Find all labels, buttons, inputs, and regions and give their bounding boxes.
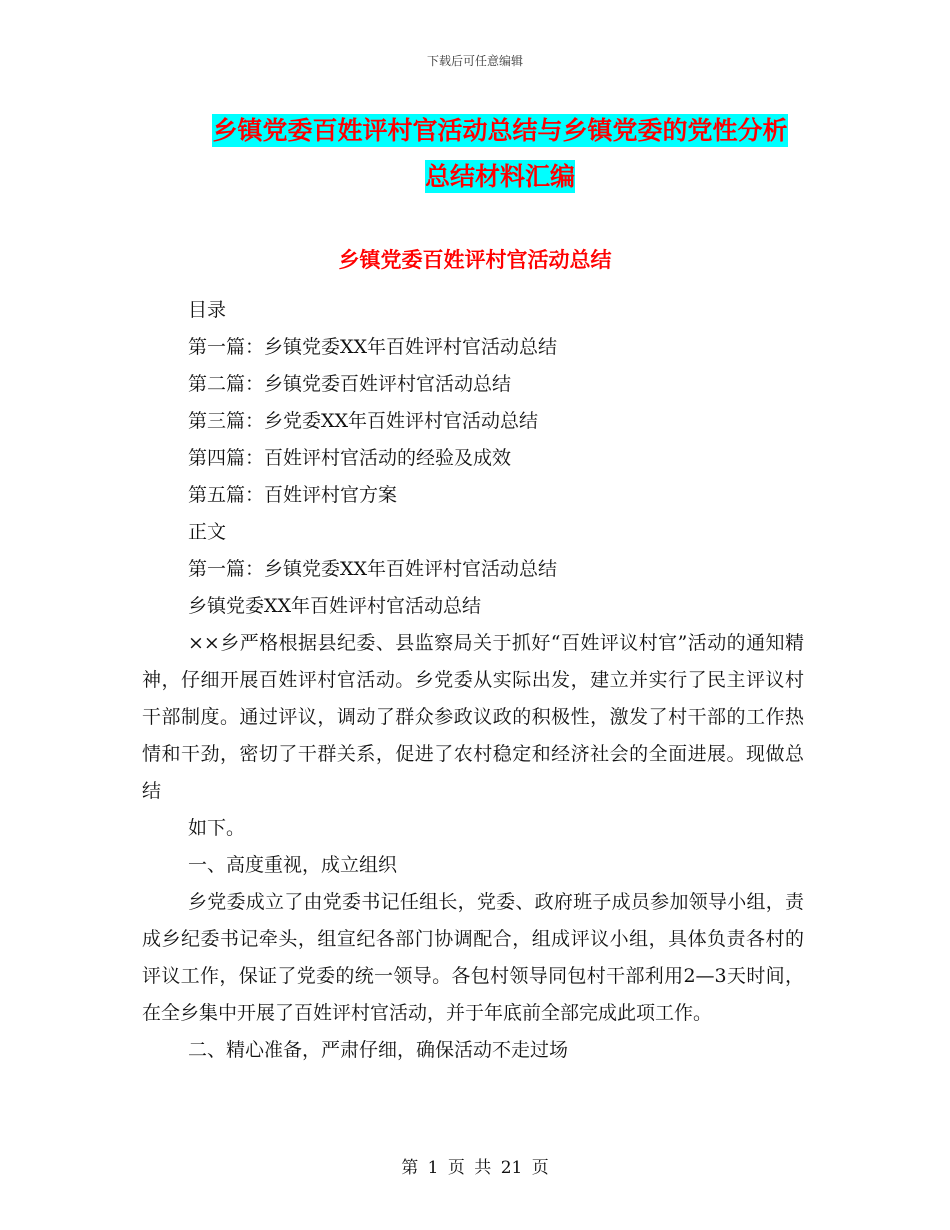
paragraph-organization: 乡党委成立了由党委书记任组长，党委、政府班子成员参加领导小组，责成乡纪委书记牵头，组宣纪各部门协调配合，组成评议小组，具体负责各村的评议工作，保证了党委的统一领导。各包村领导同包村干部利用2—3天时间，在全乡集中开展了百姓评村官活动，并于年底前全部完成此项工作。 <box>142 891 804 1024</box>
paragraph-intro-end: 如下。 <box>188 817 246 839</box>
header-note: 下载后可任意编辑 <box>426 54 523 68</box>
document-title-line2: 总结材料汇编 <box>424 162 575 191</box>
paragraph-intro: ××乡严格根据县纪委、县监察局关于抓好“百姓评议村官”活动的通知精神，仔细开展百姓评村官活动。乡党委从实际出发，建立并实行了民主评议村干部制度。通过评议，调动了群众参政议政的积极性，激发了村干部的工作热情和干劲，密切了干群关系，促进了农村稳定和经济社会的全面进展。现做总结 <box>142 632 804 802</box>
toc-item: 第二篇：乡镇党委百姓评村官活动总结 <box>188 373 512 395</box>
document-body <box>142 292 804 1069</box>
body-heading: 正文 <box>188 521 227 543</box>
article-title: 乡镇党委XX年百姓评村官活动总结 <box>188 595 482 617</box>
section-title: 乡镇党委百姓评村官活动总结 <box>338 248 612 272</box>
toc-item: 第五篇：百姓评村官方案 <box>188 484 398 506</box>
document-title <box>190 108 810 200</box>
section-heading-2: 二、精心准备，严肃仔细，确保活动不走过场 <box>188 1039 569 1061</box>
document-title-line1: 乡镇党委百姓评村官活动总结与乡镇党委的党性分析 <box>212 116 788 145</box>
toc-item: 第一篇：乡镇党委XX年百姓评村官活动总结 <box>188 336 558 358</box>
toc-item: 第四篇：百姓评村官活动的经验及成效 <box>188 447 512 469</box>
chapter-title: 第一篇：乡镇党委XX年百姓评村官活动总结 <box>188 558 558 580</box>
toc-item: 第三篇：乡党委XX年百姓评村官活动总结 <box>188 410 539 432</box>
section-heading-1: 一、高度重视，成立组织 <box>188 854 398 876</box>
toc-heading: 目录 <box>188 299 227 321</box>
page-footer: 第 1 页 共 21 页 <box>401 1158 549 1178</box>
